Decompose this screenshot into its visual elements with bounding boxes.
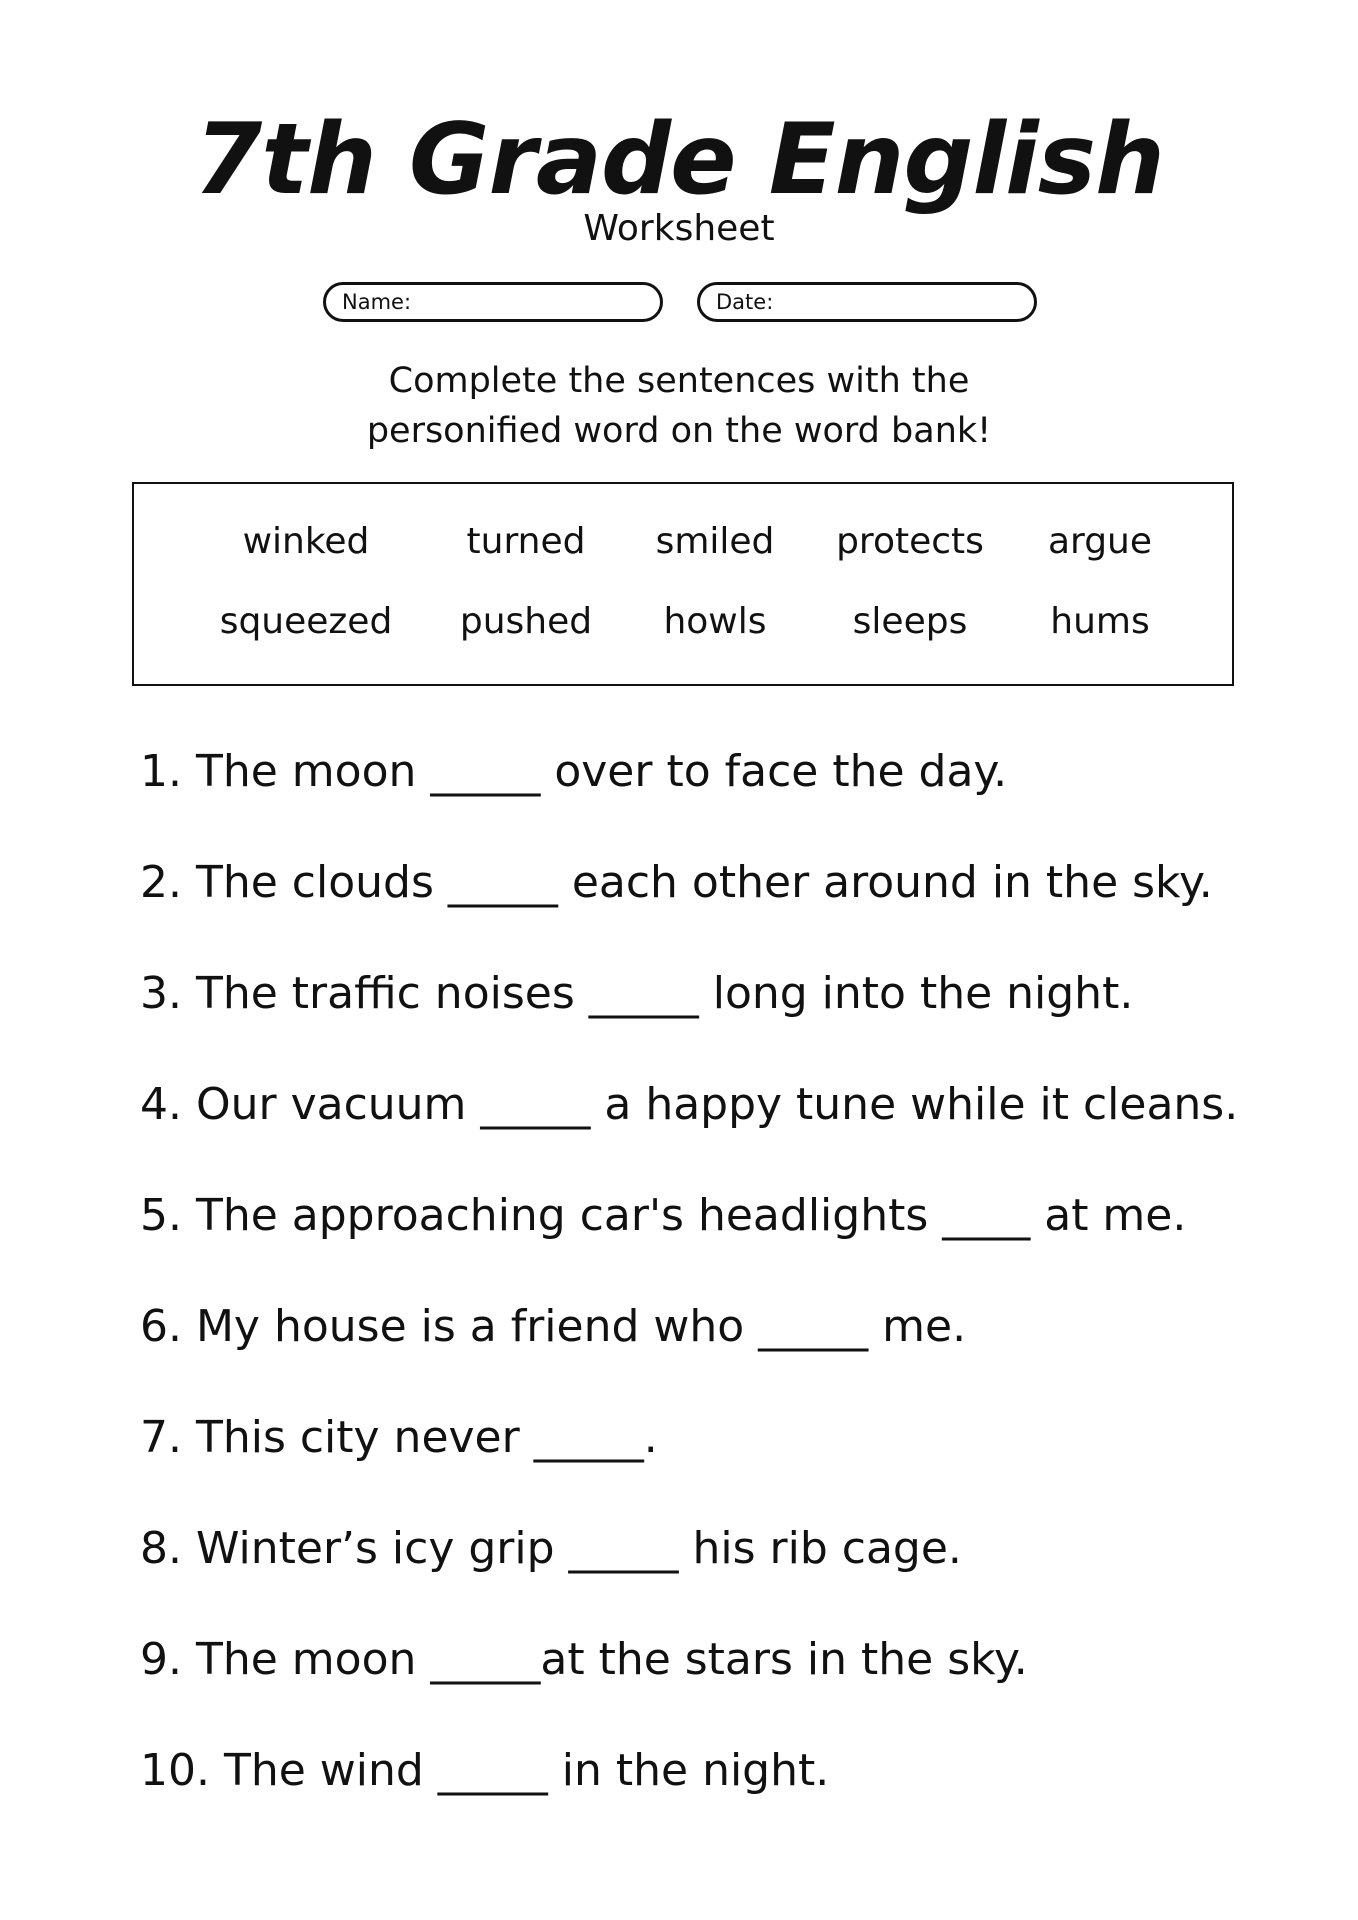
- date-field-label: Date:: [716, 290, 774, 314]
- question-item: 8. Winter’s icy grip _____ his rib cage.: [140, 1523, 962, 1574]
- instructions-line-2: personified word on the word bank!: [366, 411, 992, 451]
- question-item: 3. The traffic noises _____ long into the night.: [140, 968, 1134, 1019]
- question-item: 2. The clouds _____ each other around in the sky.: [140, 857, 1213, 908]
- question-item: 5. The approaching car's headlights ____ at me.: [140, 1190, 1187, 1241]
- word-bank-item: winked: [242, 521, 370, 562]
- worksheet-subtitle: Worksheet: [583, 208, 775, 249]
- word-bank-item: protects: [836, 521, 984, 562]
- name-field[interactable]: [323, 282, 663, 322]
- question-item: 4. Our vacuum _____ a happy tune while it cleans.: [140, 1079, 1239, 1130]
- word-bank-item: argue: [1047, 521, 1153, 562]
- worksheet-title: 7th Grade English: [194, 103, 1164, 217]
- word-bank-item: hums: [1050, 601, 1150, 642]
- question-item: 1. The moon _____ over to face the day.: [140, 746, 1008, 797]
- question-list: [140, 744, 1260, 1854]
- word-bank-item: pushed: [459, 601, 593, 642]
- word-bank-item: sleeps: [852, 601, 968, 642]
- word-bank-item: smiled: [655, 521, 775, 562]
- name-field-label: Name:: [342, 290, 412, 314]
- question-item: 10. The wind _____ in the night.: [140, 1745, 830, 1796]
- word-bank-item: howls: [663, 601, 767, 642]
- instructions-line-1: Complete the sentences with the: [388, 361, 970, 401]
- instructions: [0, 356, 1358, 456]
- question-item: 6. My house is a friend who _____ me.: [140, 1301, 967, 1352]
- word-bank: [132, 482, 1234, 686]
- word-bank-item: turned: [466, 521, 586, 562]
- word-bank-item: squeezed: [219, 601, 393, 642]
- question-item: 7. This city never _____.: [140, 1412, 658, 1463]
- question-item: 9. The moon _____at the stars in the sky.: [140, 1634, 1028, 1685]
- date-field[interactable]: [697, 282, 1037, 322]
